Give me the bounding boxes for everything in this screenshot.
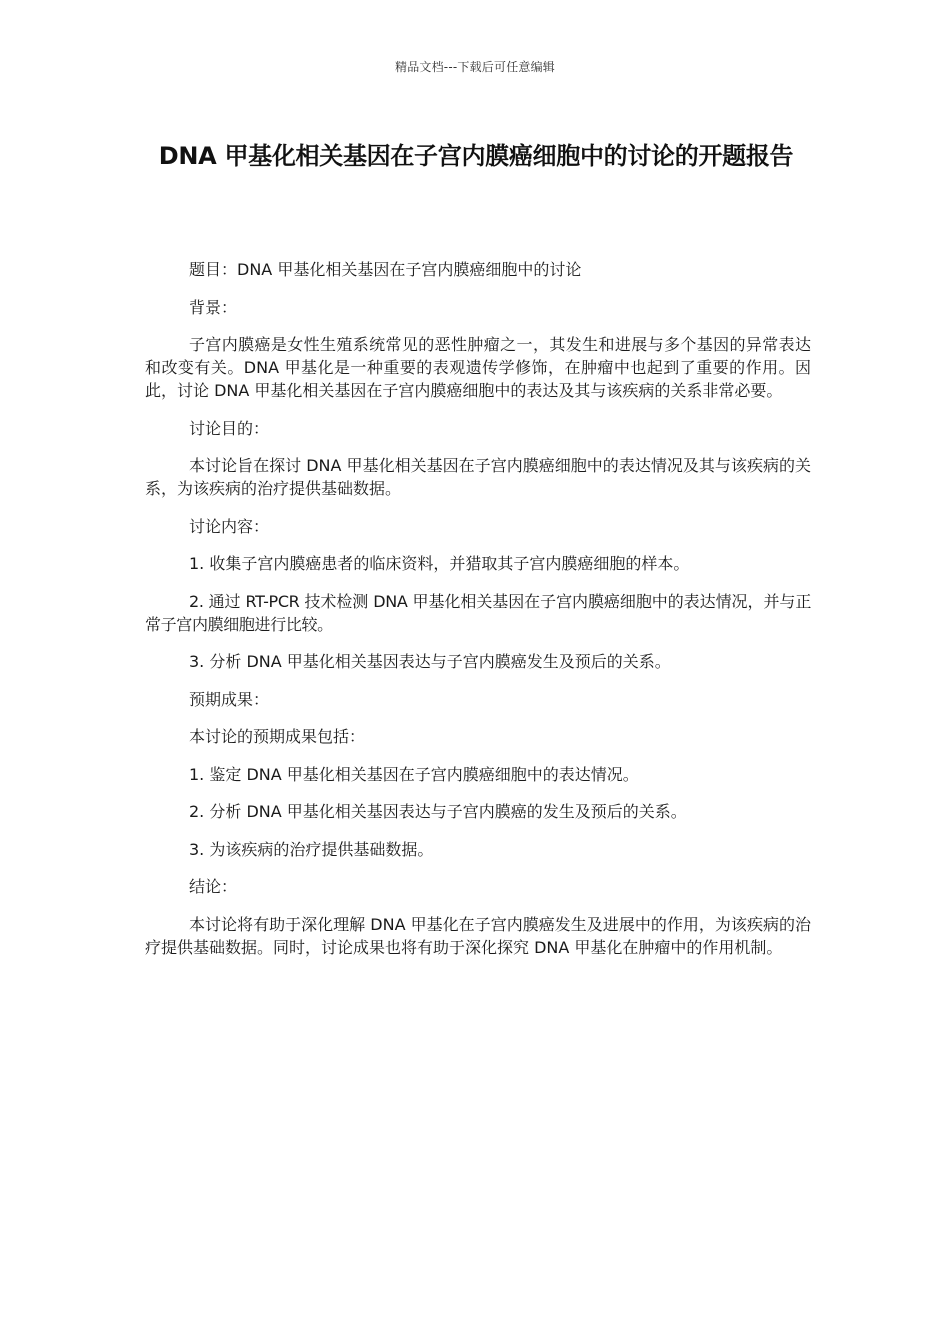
header-note: 精品文档---下载后可任意编辑 <box>395 60 555 74</box>
background-paragraph: 子宫内膜癌是女性生殖系统常见的恶性肿瘤之一，其发生和进展与多个基因的异常表达和改变有关。DNA 甲基化是一种重要的表观遗传学修饰，在肿瘤中也起到了重要的作用。因此，讨论 DNA 甲基化相关基因在子宫内膜癌细胞中的表达及其与该疾病的关系非常必要。 <box>145 335 811 400</box>
document-title: DNA 甲基化相关基因在子宫内膜癌细胞中的讨论的开题报告 <box>158 142 794 170</box>
content-item-2: 2. 通过 RT-PCR 技术检测 DNA 甲基化相关基因在子宫内膜癌细胞中的表达情况，并与正常子宫内膜细胞进行比较。 <box>145 591 811 634</box>
content-item-1: 1. 收集子宫内膜癌患者的临床资料，并猎取其子宫内膜癌细胞的样本。 <box>189 554 690 573</box>
section-heading-background: 背景： <box>189 297 238 317</box>
outcome-item-2: 2. 分析 DNA 甲基化相关基因表达与子宫内膜癌的发生及预后的关系。 <box>189 802 687 821</box>
conclusion-paragraph: 本讨论将有助于深化理解 DNA 甲基化在子宫内膜癌发生及进展中的作用，为该疾病的治疗提供基础数据。同时，讨论成果也将有助于深化探究 DNA 甲基化在肿瘤中的作用机制。 <box>145 914 811 957</box>
section-heading-purpose: 讨论目的： <box>189 418 270 438</box>
section-heading-outcomes: 预期成果： <box>189 689 270 709</box>
section-heading-content: 讨论内容： <box>189 516 270 536</box>
outcome-item-1: 1. 鉴定 DNA 甲基化相关基因在子宫内膜癌细胞中的表达情况。 <box>189 764 639 784</box>
purpose-paragraph: 本讨论旨在探讨 DNA 甲基化相关基因在子宫内膜癌细胞中的表达情况及其与该疾病的关系，为该疾病的治疗提供基础数据。 <box>145 456 811 498</box>
topic-line: 题目：DNA 甲基化相关基因在子宫内膜癌细胞中的讨论 <box>189 260 582 279</box>
document-body <box>145 258 811 973</box>
outcomes-intro: 本讨论的预期成果包括： <box>189 727 366 746</box>
section-heading-conclusion: 结论： <box>189 877 238 896</box>
content-item-3: 3. 分析 DNA 甲基化相关基因表达与子宫内膜癌发生及预后的关系。 <box>189 652 671 671</box>
outcome-item-3: 3. 为该疾病的治疗提供基础数据。 <box>189 839 434 859</box>
